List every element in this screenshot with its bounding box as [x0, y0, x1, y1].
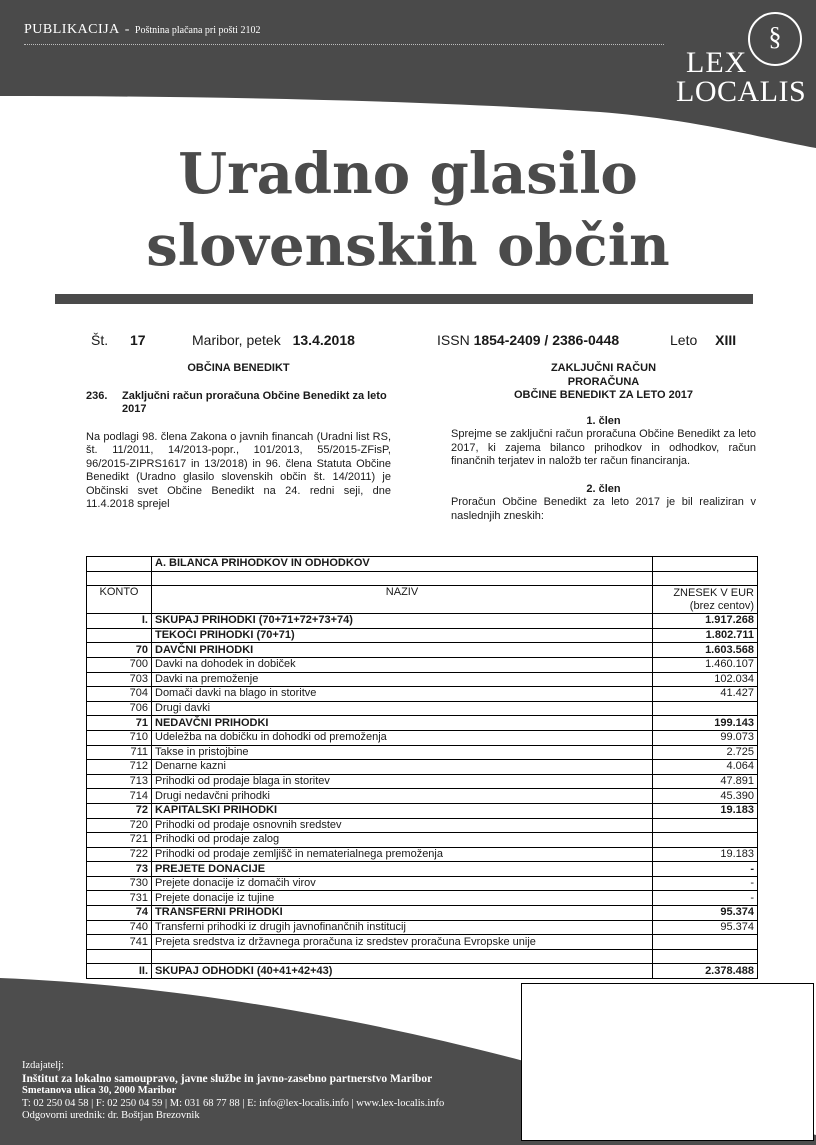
konto-header: KONTO: [87, 586, 152, 614]
publication-line: [24, 22, 260, 38]
znesek-cell: 19.183: [653, 847, 758, 862]
naziv-cell: Drugi nedavčni prihodki: [152, 789, 653, 804]
table-row: [87, 833, 758, 848]
naziv-cell: TEKOČI PRIHODKI (70+71): [152, 628, 653, 643]
table-row: [87, 657, 758, 672]
konto-cell: 700: [87, 657, 152, 672]
publication-label: PUBLIKACIJA: [24, 22, 120, 37]
znesek-cell: 1.603.568: [653, 643, 758, 658]
konto-cell: [87, 628, 152, 643]
header-band: [0, 0, 816, 150]
issue-number: [91, 332, 146, 348]
postage-note: Poštnina plačana pri pošti 2102: [134, 25, 261, 36]
konto-cell: 721: [87, 833, 152, 848]
znesek-cell: 45.390: [653, 789, 758, 804]
znesek-header-label: ZNESEK V EUR: [673, 586, 754, 599]
publisher-label: Izdajatelj:: [22, 1060, 64, 1071]
logo-localis: LOCALIS: [676, 75, 807, 108]
naziv-cell: Prejete donacije iz tujine: [152, 891, 653, 906]
naziv-cell: Prejeta sredstva iz državnega proračuna iz sredstev proračuna Evropske unije: [152, 935, 653, 950]
issue-date-value: 13.4.2018: [292, 332, 355, 348]
naziv-cell: Domači davki na blago in storitve: [152, 687, 653, 702]
clen2-text: Proračun Občine Benedikt za leto 2017 je bil realiziran v naslednjih zneskih:: [451, 496, 756, 522]
publisher-info: [22, 1060, 444, 1123]
table-row: [87, 847, 758, 862]
konto-cell: 714: [87, 789, 152, 804]
konto-cell: 703: [87, 672, 152, 687]
municipality-heading: OBČINA BENEDIKT: [187, 362, 290, 374]
table-row: [87, 920, 758, 935]
table-row: [87, 760, 758, 775]
znesek-cell: 4.064: [653, 760, 758, 775]
table-spacer-row: [87, 571, 758, 586]
table-row: [87, 701, 758, 716]
naziv-header: NAZIV: [152, 586, 653, 614]
znesek-header: [653, 586, 758, 614]
gazette-title: [0, 138, 816, 282]
naziv-cell: SKUPAJ ODHODKI (40+41+42+43): [152, 964, 653, 979]
clen1-text: Sprejme se zaključni račun proračuna Občine Benedikt za leto 2017, ki zajema bilanco prihodkov in odhodkov, račun finančnih terjatev in naložb ter račun financiranja.: [451, 428, 756, 467]
naziv-cell: Transferni prihodki iz drugih javnofinančnih institucij: [152, 920, 653, 935]
konto-cell: I.: [87, 614, 152, 629]
table-row: [87, 818, 758, 833]
konto-cell: 712: [87, 760, 152, 775]
logo-lex: LEX: [686, 46, 748, 79]
znesek-cell: 41.427: [653, 687, 758, 702]
clen1-heading: 1. člen: [586, 414, 621, 427]
table-row: [87, 803, 758, 818]
naziv-cell: Takse in pristojbine: [152, 745, 653, 760]
konto-cell: 73: [87, 862, 152, 877]
issue-year: [670, 332, 736, 348]
lex-localis-logo: [672, 8, 812, 108]
publisher-address: Smetanova ulica 30, 2000 Maribor: [22, 1085, 177, 1096]
issue-issn: [437, 332, 619, 348]
znesek-cell: [653, 833, 758, 848]
naziv-cell: Udeležba na dobičku in dohodki od premoženja: [152, 730, 653, 745]
title-divider-bar: [55, 294, 753, 304]
znesek-cell: 99.073: [653, 730, 758, 745]
table-row: [87, 614, 758, 629]
konto-cell: 740: [87, 920, 152, 935]
znesek-cell: 47.891: [653, 774, 758, 789]
konto-cell: 710: [87, 730, 152, 745]
naziv-cell: Drugi davki: [152, 701, 653, 716]
konto-cell: 70: [87, 643, 152, 658]
right-column: [451, 362, 756, 523]
znesek-cell: 2.725: [653, 745, 758, 760]
znesek-header-note: (brez centov): [689, 599, 754, 612]
year-label: Leto: [670, 332, 698, 348]
preamble-text: Na podlagi 98. člena Zakona o javnih financah (Uradni list RS, št. 11/2011, 14/2013-popr., 101/2013, 55/2015-ZFisP, 96/2015-ZIPRS1617 in 13/2018) in 96. člena Statuta Občine Benedikt (Uradno glasilo slovenskih občin št. 14/2011) je Občinski svet Občine Benedikt na 24. redni seji, dne 11.4.2018 sprejel: [86, 430, 391, 510]
issue-date: [192, 332, 355, 348]
znesek-cell: 1.802.711: [653, 628, 758, 643]
konto-cell: 706: [87, 701, 152, 716]
naziv-cell: KAPITALSKI PRIHODKI: [152, 803, 653, 818]
naziv-cell: DAVČNI PRIHODKI: [152, 643, 653, 658]
section-sign-icon: §: [768, 22, 782, 51]
issue-number-label: Št.: [91, 332, 109, 348]
article-number: 236.: [86, 389, 108, 402]
gazette-title-line2: slovenskih občin: [146, 213, 670, 279]
clen2-heading: 2. člen: [586, 482, 621, 495]
konto-cell: 741: [87, 935, 152, 950]
issue-number-value: 17: [130, 332, 146, 348]
naziv-cell: Denarne kazni: [152, 760, 653, 775]
konto-cell: 74: [87, 906, 152, 921]
table-row: [87, 672, 758, 687]
table-row: [87, 745, 758, 760]
znesek-cell: 199.143: [653, 716, 758, 731]
table-row: [87, 774, 758, 789]
znesek-cell: 95.374: [653, 906, 758, 921]
table-row: [87, 628, 758, 643]
konto-cell: 711: [87, 745, 152, 760]
znesek-cell: [653, 701, 758, 716]
znesek-cell: [653, 935, 758, 950]
table-row: [87, 643, 758, 658]
naziv-cell: Davki na dohodek in dobiček: [152, 657, 653, 672]
table-row: [87, 906, 758, 921]
konto-cell: II.: [87, 964, 152, 979]
konto-cell: 713: [87, 774, 152, 789]
gazette-title-line1: Uradno glasilo: [178, 141, 638, 207]
konto-cell: 704: [87, 687, 152, 702]
naziv-cell: Prihodki od prodaje osnovnih sredstev: [152, 818, 653, 833]
balance-table: [86, 556, 758, 979]
issue-place-day: Maribor, petek: [192, 332, 281, 348]
naziv-cell: Prihodki od prodaje zalog: [152, 833, 653, 848]
table-row: [87, 935, 758, 950]
blank-box: [521, 983, 814, 1141]
table-row: [87, 862, 758, 877]
naziv-cell: NEDAVČNI PRIHODKI: [152, 716, 653, 731]
table-row: [87, 716, 758, 731]
document-title-line1: ZAKLJUČNI RAČUN: [550, 362, 657, 374]
table-row: [87, 891, 758, 906]
document-title-line3: OBČINE BENEDIKT ZA LETO 2017: [513, 389, 694, 401]
naziv-cell: TRANSFERNI PRIHODKI: [152, 906, 653, 921]
table-row: [87, 789, 758, 804]
table-row: [87, 730, 758, 745]
znesek-cell: 1.917.268: [653, 614, 758, 629]
naziv-cell: SKUPAJ PRIHODKI (70+71+72+73+74): [152, 614, 653, 629]
znesek-cell: 102.034: [653, 672, 758, 687]
table-row: [87, 687, 758, 702]
znesek-cell: [653, 818, 758, 833]
konto-cell: 730: [87, 876, 152, 891]
konto-cell: 722: [87, 847, 152, 862]
article-title: Zaključni račun proračuna Občine Benedikt za leto 2017: [122, 389, 387, 415]
naziv-cell: Prejete donacije iz domačih virov: [152, 876, 653, 891]
publisher-name: Inštitut za lokalno samoupravo, javne službe in javno-zasebno partnerstvo Maribor: [22, 1072, 433, 1085]
article-heading: [86, 390, 391, 417]
konto-cell: 72: [87, 803, 152, 818]
publisher-contacts: T: 02 250 04 58 | F: 02 250 04 59 | M: 031 68 77 88 | E: info@lex-localis.info | www.lex-localis.info: [22, 1097, 445, 1109]
znesek-cell: -: [653, 876, 758, 891]
issn-label: ISSN: [437, 332, 470, 348]
naziv-cell: Prihodki od prodaje zemljišč in nematerialnega premoženja: [152, 847, 653, 862]
znesek-cell: 1.460.107: [653, 657, 758, 672]
left-column: [86, 362, 391, 512]
document-title-line2: PRORAČUNA: [567, 375, 640, 388]
znesek-cell: 19.183: [653, 803, 758, 818]
znesek-cell: -: [653, 862, 758, 877]
konto-cell: 731: [87, 891, 152, 906]
publication-separator: -: [124, 22, 130, 37]
table-row: [87, 876, 758, 891]
znesek-cell: 95.374: [653, 920, 758, 935]
table-section-title: A. BILANCA PRIHODKOV IN ODHODKOV: [152, 557, 653, 572]
naziv-cell: PREJETE DONACIJE: [152, 862, 653, 877]
issn-value: 1854-2409 / 2386-0448: [473, 332, 620, 348]
znesek-cell: 2.378.488: [653, 964, 758, 979]
table-section-row: [87, 557, 758, 572]
table-header-row: [87, 586, 758, 614]
header-dotted-rule: [24, 44, 664, 45]
responsible-editor: Odgovorni urednik: dr. Boštjan Brezovnik: [22, 1110, 200, 1121]
konto-cell: 720: [87, 818, 152, 833]
konto-cell: 71: [87, 716, 152, 731]
naziv-cell: Davki na premoženje: [152, 672, 653, 687]
naziv-cell: Prihodki od prodaje blaga in storitev: [152, 774, 653, 789]
year-value: XIII: [715, 332, 737, 348]
znesek-cell: -: [653, 891, 758, 906]
